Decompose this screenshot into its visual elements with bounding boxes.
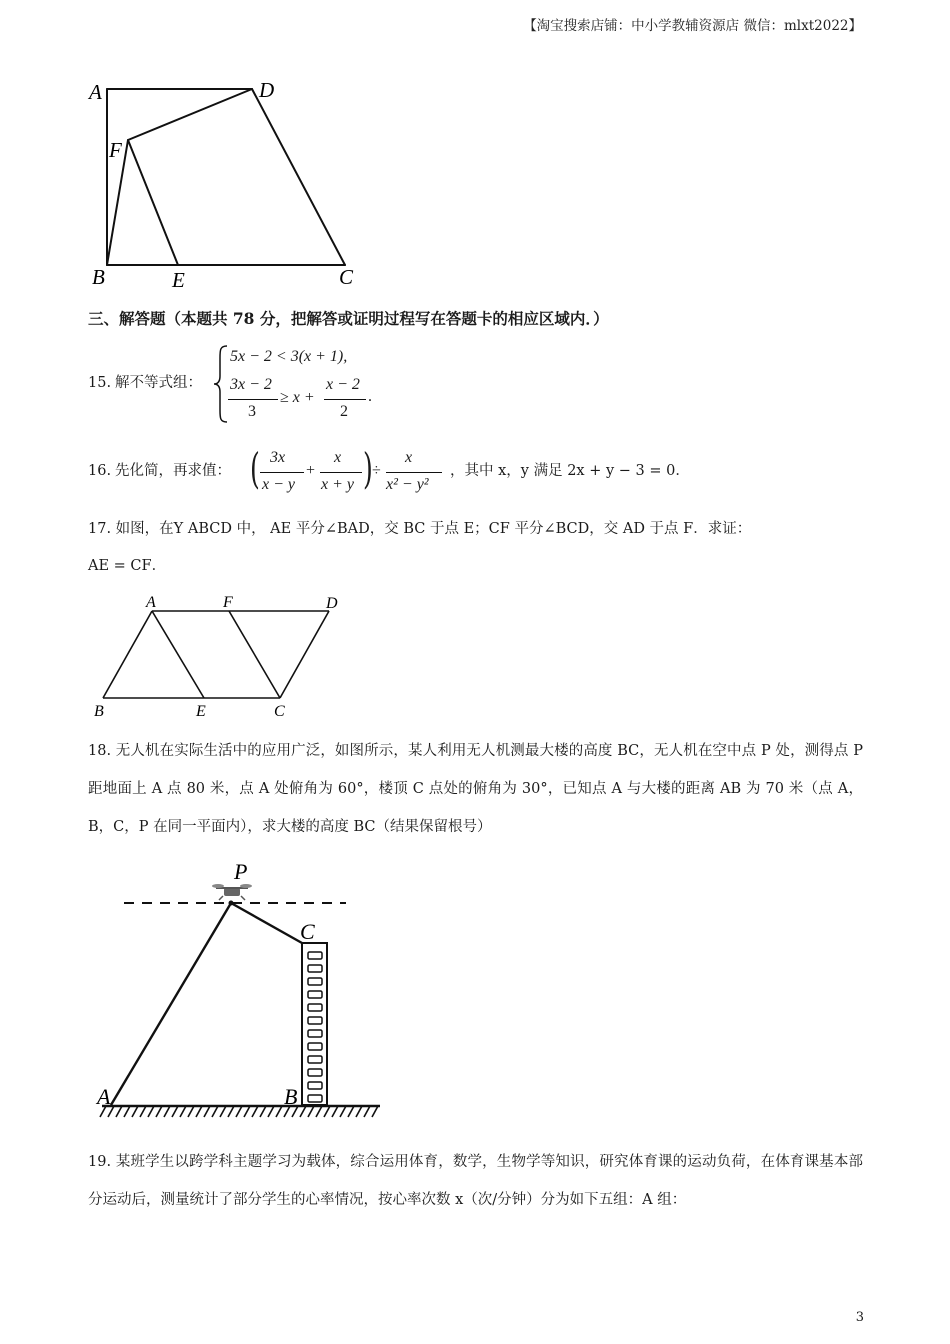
q16-f2-bar <box>320 472 362 473</box>
label-b: B <box>94 703 104 720</box>
q15-end: . <box>368 388 372 405</box>
label-f: F <box>223 594 233 611</box>
label-a: A <box>146 594 156 611</box>
label-b: B <box>284 1084 298 1109</box>
q16-expression <box>250 446 450 500</box>
q17-text-line2: AE = CF． <box>88 558 167 574</box>
q16-f2-den: x + y <box>321 476 354 493</box>
label-c: C <box>274 703 285 720</box>
q16-div: ÷ <box>372 462 381 479</box>
segment-fe <box>128 140 178 265</box>
ground-hatching <box>100 1106 378 1117</box>
segment-pc <box>231 903 302 943</box>
q15-frac2-bar <box>324 399 366 400</box>
segment-dc <box>252 89 345 265</box>
q15-prompt: 解不等式组： <box>115 375 202 391</box>
q15-inequality-2 <box>228 376 378 426</box>
q16-f2-num: x <box>334 449 342 466</box>
segment-fd <box>128 89 252 140</box>
figure-quadrilateral-abcd <box>80 72 370 294</box>
figure-drone-building <box>88 855 388 1125</box>
segment-ae <box>152 611 204 698</box>
page-header: 【淘宝搜索店铺：中小学教辅资源店 微信：mlxt2022】 <box>523 18 862 34</box>
q16-f1-num: 3x <box>270 449 286 466</box>
q15-frac1-den: 3 <box>248 403 256 420</box>
q17-text-line1: 17. 如图，在Y ABCD 中， AE 平分∠BAD，交 BC 于点 E；CF 平分∠BCD，交 AD 于点 F．求证： <box>88 521 752 537</box>
q16-number: 16. <box>88 463 112 479</box>
q18-text: 18. 无人机在实际生活中的应用广泛，如图所示，某人利用无人机测最大楼的高度 BC，无人机在空中点 P 处，测得点 P 距地面上 A 点 80 米，点 A 处俯角为 60°，楼顶 C 点处的俯角为 30°，已知点 A 与大楼的距离 AB 为 70 米（点 A，B，C，P 在同一平面内），求大楼的高度 BC（结果保留根号） <box>88 743 863 835</box>
q15-frac2-num: x − 2 <box>326 376 360 393</box>
q16-rparen: ) <box>363 444 373 493</box>
figure-parallelogram-abcd <box>88 590 358 722</box>
label-b: B <box>92 265 105 289</box>
label-d: D <box>326 595 338 612</box>
q19-text: 19. 某班学生以跨学科主题学习为载体，综合运用体育，数学，生物学等知识，研究体育课的运动负荷，在体育课基本部分运动后，测量统计了部分学生的心率情况，按心率次数 x（次/分钟）分为如下五组：A 组： <box>88 1154 863 1208</box>
label-d: D <box>259 78 275 102</box>
q15-frac1-num: 3x − 2 <box>230 376 272 393</box>
q16-f3-num: x <box>405 449 413 466</box>
q16-f3-den: x² − y² <box>386 476 429 493</box>
section-title: 三、解答题（本题共 78 分，把解答或证明过程写在答题卡的相应区域内．） <box>88 309 609 328</box>
q15-inequality-1: 5x − 2 < 3(x + 1), <box>230 348 348 365</box>
q15-number: 15. <box>88 375 112 391</box>
q16-lparen: ( <box>250 444 260 493</box>
q15-frac2-den: 2 <box>340 403 348 420</box>
segment-dc <box>280 611 329 698</box>
label-c: C <box>300 919 315 944</box>
q16-f1-den: x − y <box>262 476 295 493</box>
label-a: A <box>97 1084 111 1109</box>
label-e: E <box>172 268 185 292</box>
q16-prompt: 先化简，再求值： <box>115 463 231 479</box>
label-f: F <box>109 138 122 162</box>
label-c: C <box>339 265 354 289</box>
segment-ab <box>103 611 152 698</box>
label-a: A <box>89 80 102 104</box>
q16-f1-bar <box>260 472 304 473</box>
segment-fc <box>229 611 280 698</box>
segment-pa <box>111 903 231 1105</box>
label-p: P <box>234 859 248 884</box>
label-e: E <box>196 703 206 720</box>
q16-plus: + <box>306 462 316 479</box>
q16-f3-bar <box>386 472 442 473</box>
page-number: 3 <box>855 1310 864 1325</box>
q15-mid: ≥ x + <box>280 389 315 406</box>
q16-tail: ，其中 x，y 满足 2x + y − 3 = 0． <box>450 463 690 479</box>
drone-icon <box>212 884 252 900</box>
q15-frac1-bar <box>228 399 278 400</box>
